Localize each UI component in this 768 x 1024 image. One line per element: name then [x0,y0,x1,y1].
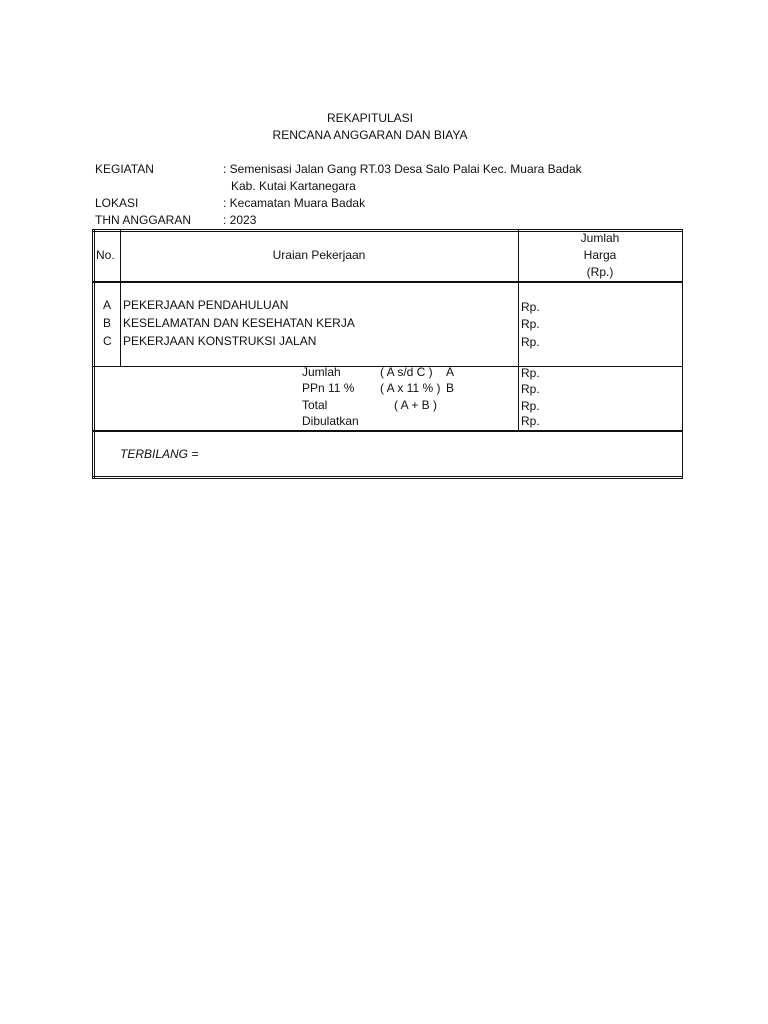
item-description: PEKERJAAN PENDAHULUAN [123,298,289,312]
summary-label: PPn 11 % [302,381,355,395]
header-uraian-pekerjaan: Uraian Pekerjaan [272,248,366,262]
table-left-border [92,229,93,479]
terbilang-label: TERBILANG = [120,447,199,461]
summary-rp: Rp. [521,366,540,380]
kegiatan-label: KEGIATAN [95,162,154,176]
item-description: PEKERJAAN KONSTRUKSI JALAN [123,334,317,348]
header-harga: Harga [583,248,617,262]
thn-anggaran-value: : 2023 [223,213,257,227]
header-rp: (Rp.) [586,265,614,279]
item-no: C [103,334,112,348]
item-no: B [103,316,112,330]
item-rp: Rp. [521,317,540,331]
summary-formula: ( A s/d C ) [380,365,433,379]
summary-rp: Rp. [521,414,540,428]
summary-formula: ( A + B ) [394,398,438,412]
lokasi-label: LOKASI [95,196,139,210]
summary-label: Dibulatkan [302,414,359,428]
table-bottom-border-inner [92,478,683,479]
header-no: No. [96,248,115,262]
kegiatan-value-line2: Kab. Kutai Kartanegara [231,179,356,193]
item-rp: Rp. [521,335,540,349]
document-subtitle: RENCANA ANGGARAN DAN BIAYA [272,128,468,142]
table-right-border [682,229,683,479]
summary-code: A [446,365,455,379]
summary-label: Total [302,398,328,412]
lokasi-value: : Kecamatan Muara Badak [223,196,366,210]
summary-rp: Rp. [521,382,540,396]
kegiatan-value: : Semenisasi Jalan Gang RT.03 Desa Salo Palai Kec. Muara Badak [223,162,582,176]
document-title: REKAPITULASI [326,111,414,125]
summary-code: B [446,381,455,395]
table-left-border-inner [94,229,95,479]
header-jumlah: Jumlah [580,231,620,245]
table-bottom-border [92,476,683,477]
summary-label: Jumlah [302,365,341,379]
info-kegiatan-cont [95,178,695,194]
summary-formula: ( A x 11 % ) [380,381,441,395]
summary-divider [92,430,683,432]
summary-rp: Rp. [521,399,540,413]
info-kegiatan [95,161,695,177]
info-lokasi [95,195,695,211]
rab-summary-table [92,229,683,479]
header-divider [92,281,683,283]
info-thn-anggaran [95,212,695,228]
item-no: A [103,298,112,312]
item-rp: Rp. [521,300,540,314]
thn-anggaran-label: THN ANGGARAN [95,213,192,227]
item-description: KESELAMATAN DAN KESEHATAN KERJA [123,316,355,330]
